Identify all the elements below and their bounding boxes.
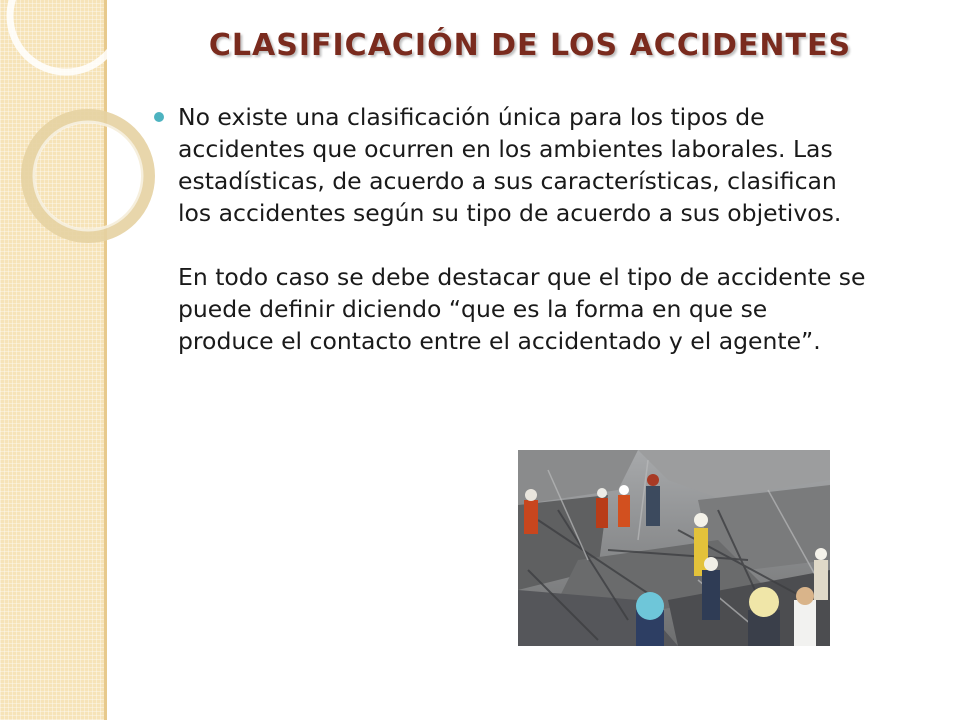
- rubble-scene-image: [518, 450, 830, 646]
- slide-title: CLASIFICACIÓN DE LOS ACCIDENTES: [208, 28, 852, 63]
- paragraph-2: En todo caso se debe destacar que el tipo de accidente se puede definir diciendo “que es la forma en que se produce el contacto entre el accidentado y el agente”.: [178, 263, 866, 355]
- bullet-text-block: [178, 101, 868, 357]
- accident-photo: [518, 450, 830, 646]
- bullet-dot-icon: [154, 112, 164, 122]
- paragraph-1: No existe una clasificación única para los tipos de accidentes que ocurren en los ambientes laborales. Las estadísticas, de acuerdo a sus características, clasifican los accidentes según su tipo de acuerdo a sus objetivos.: [178, 103, 842, 227]
